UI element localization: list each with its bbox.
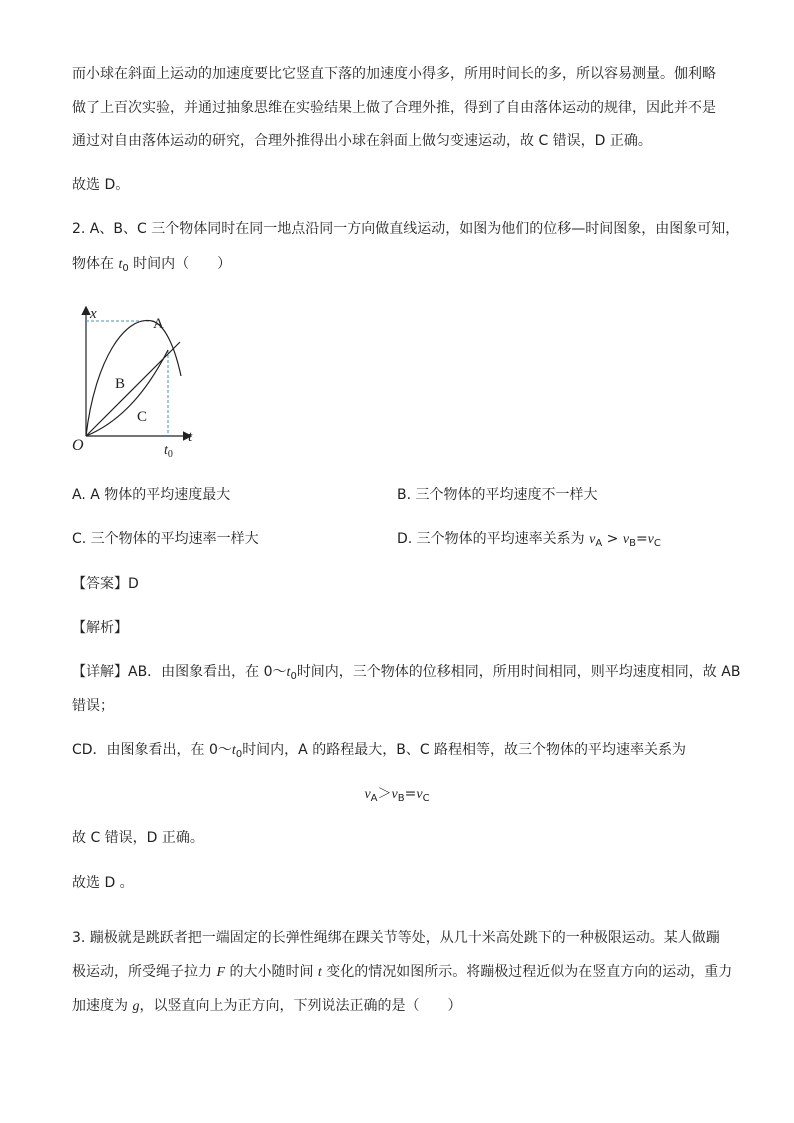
equals: =	[404, 786, 417, 802]
q3-line-2	[72, 962, 732, 983]
q3-line-2-c: 变化的情况如图所示。将蹦极过程近似为在竖直方向的运动，重力	[321, 964, 733, 980]
xt-graph	[70, 300, 210, 465]
curve-c-label: C	[137, 409, 148, 425]
q3-line-2-b: 的大小随时间	[225, 964, 318, 980]
q2-stem-prefix: 物体在	[72, 256, 119, 272]
detail-line-2: 错误；	[72, 698, 114, 714]
q2-stem-line-2	[72, 254, 231, 279]
intro-choose: 故选 D。	[72, 177, 130, 193]
x-axis-label: x	[90, 306, 97, 322]
c-wrong-line: 故 C 错误，D 正确。	[72, 830, 204, 846]
t-subscript: 0	[122, 263, 129, 274]
option-d-text: D. 三个物体的平均速率关系为	[397, 531, 590, 547]
t-variable: t	[231, 743, 236, 758]
v-subscript-a: A	[595, 538, 603, 549]
t-variable: t	[118, 257, 123, 272]
q3-line-3	[72, 996, 461, 1017]
detail-line-1	[72, 662, 740, 687]
greater-than: ＞	[377, 786, 392, 802]
detail-suffix: 时间内，三个物体的位移相同，所用时间相同，则平均速度相同，故 AB	[296, 664, 741, 680]
v-subscript-a: A	[370, 793, 378, 804]
option-c: C. 三个物体的平均速率一样大	[72, 531, 259, 547]
q2-stem-suffix: 时间内（ ）	[128, 256, 232, 272]
q3-line-3-b: ，以竖直向上为正方向，下列说法正确的是（ ）	[139, 998, 462, 1014]
cd-prefix: CD．由图象看出，在 0～	[72, 742, 232, 758]
speed-relation-formula	[0, 784, 794, 809]
t-subscript: 0	[235, 749, 243, 760]
intro-line-3: 通过对自由落体运动的研究，合理外推得出小球在斜面上做匀变速运动，故 C 错误，D 正确。	[72, 133, 652, 149]
origin-label: O	[72, 437, 84, 454]
line-b	[86, 342, 180, 436]
curve-a	[86, 320, 181, 436]
analysis-heading: 【解析】	[72, 620, 128, 636]
answer-label: 【答案】D	[72, 576, 139, 592]
cd-line	[72, 740, 686, 765]
v-variable: v	[416, 787, 423, 802]
line-b-label: B	[115, 376, 126, 392]
t-axis-label: t	[188, 429, 193, 445]
cd-suffix: 时间内，A 的路程最大，B、C 路程相等，故三个物体的平均速率关系为	[242, 742, 687, 758]
v-subscript-c: C	[653, 538, 661, 549]
v-variable: v	[391, 787, 398, 802]
t-variable: t	[317, 965, 322, 980]
q3-line-3-a: 加速度为	[72, 998, 133, 1014]
t-subscript: 0	[290, 671, 297, 682]
v-subscript-b: B	[629, 538, 636, 549]
q3-line-1: 3. 蹦极就是跳跃者把一端固定的长弹性绳绑在踝关节等处，从几十米高处跳下的一种极限运动。某人做蹦	[72, 930, 720, 946]
curve-a-label: A	[153, 316, 164, 332]
t0-label: $t_0$	[164, 443, 173, 460]
intro-line-1: 而小球在斜面上运动的加速度要比它竖直下落的加速度小得多，所用时间长的多，所以容易测量。伽利略	[72, 66, 716, 82]
q3-line-2-a: 极运动，所受绳子拉力	[72, 964, 217, 980]
t-variable: t	[286, 665, 291, 680]
v-variable: v	[622, 532, 630, 547]
option-a: A. A 物体的平均速度最大	[72, 487, 231, 503]
greater-than: >	[602, 531, 623, 547]
v-subscript-b: B	[397, 793, 405, 804]
choose-line: 故选 D 。	[72, 875, 134, 891]
q2-stem-line-1: 2. A、B、C 三个物体同时在同一地点沿同一方向做直线运动，如图为他们的位移—时间图象，由图象可知，	[72, 221, 740, 237]
equals: =	[635, 531, 648, 547]
v-variable: v	[647, 532, 654, 547]
g-variable: g	[132, 999, 140, 1014]
v-variable: v	[589, 532, 596, 547]
intro-line-2: 做了上百次实验，并通过抽象思维在实验结果上做了合理外推，得到了自由落体运动的规律，因此并不是	[72, 100, 716, 116]
v-variable: v	[364, 787, 371, 802]
v-subscript-c: C	[422, 793, 430, 804]
detail-prefix: 【详解】AB．由图象看出，在 0～	[72, 664, 287, 680]
f-variable: F	[216, 965, 226, 980]
option-b: B. 三个物体的平均速度不一样大	[397, 487, 598, 503]
option-d	[397, 529, 661, 554]
